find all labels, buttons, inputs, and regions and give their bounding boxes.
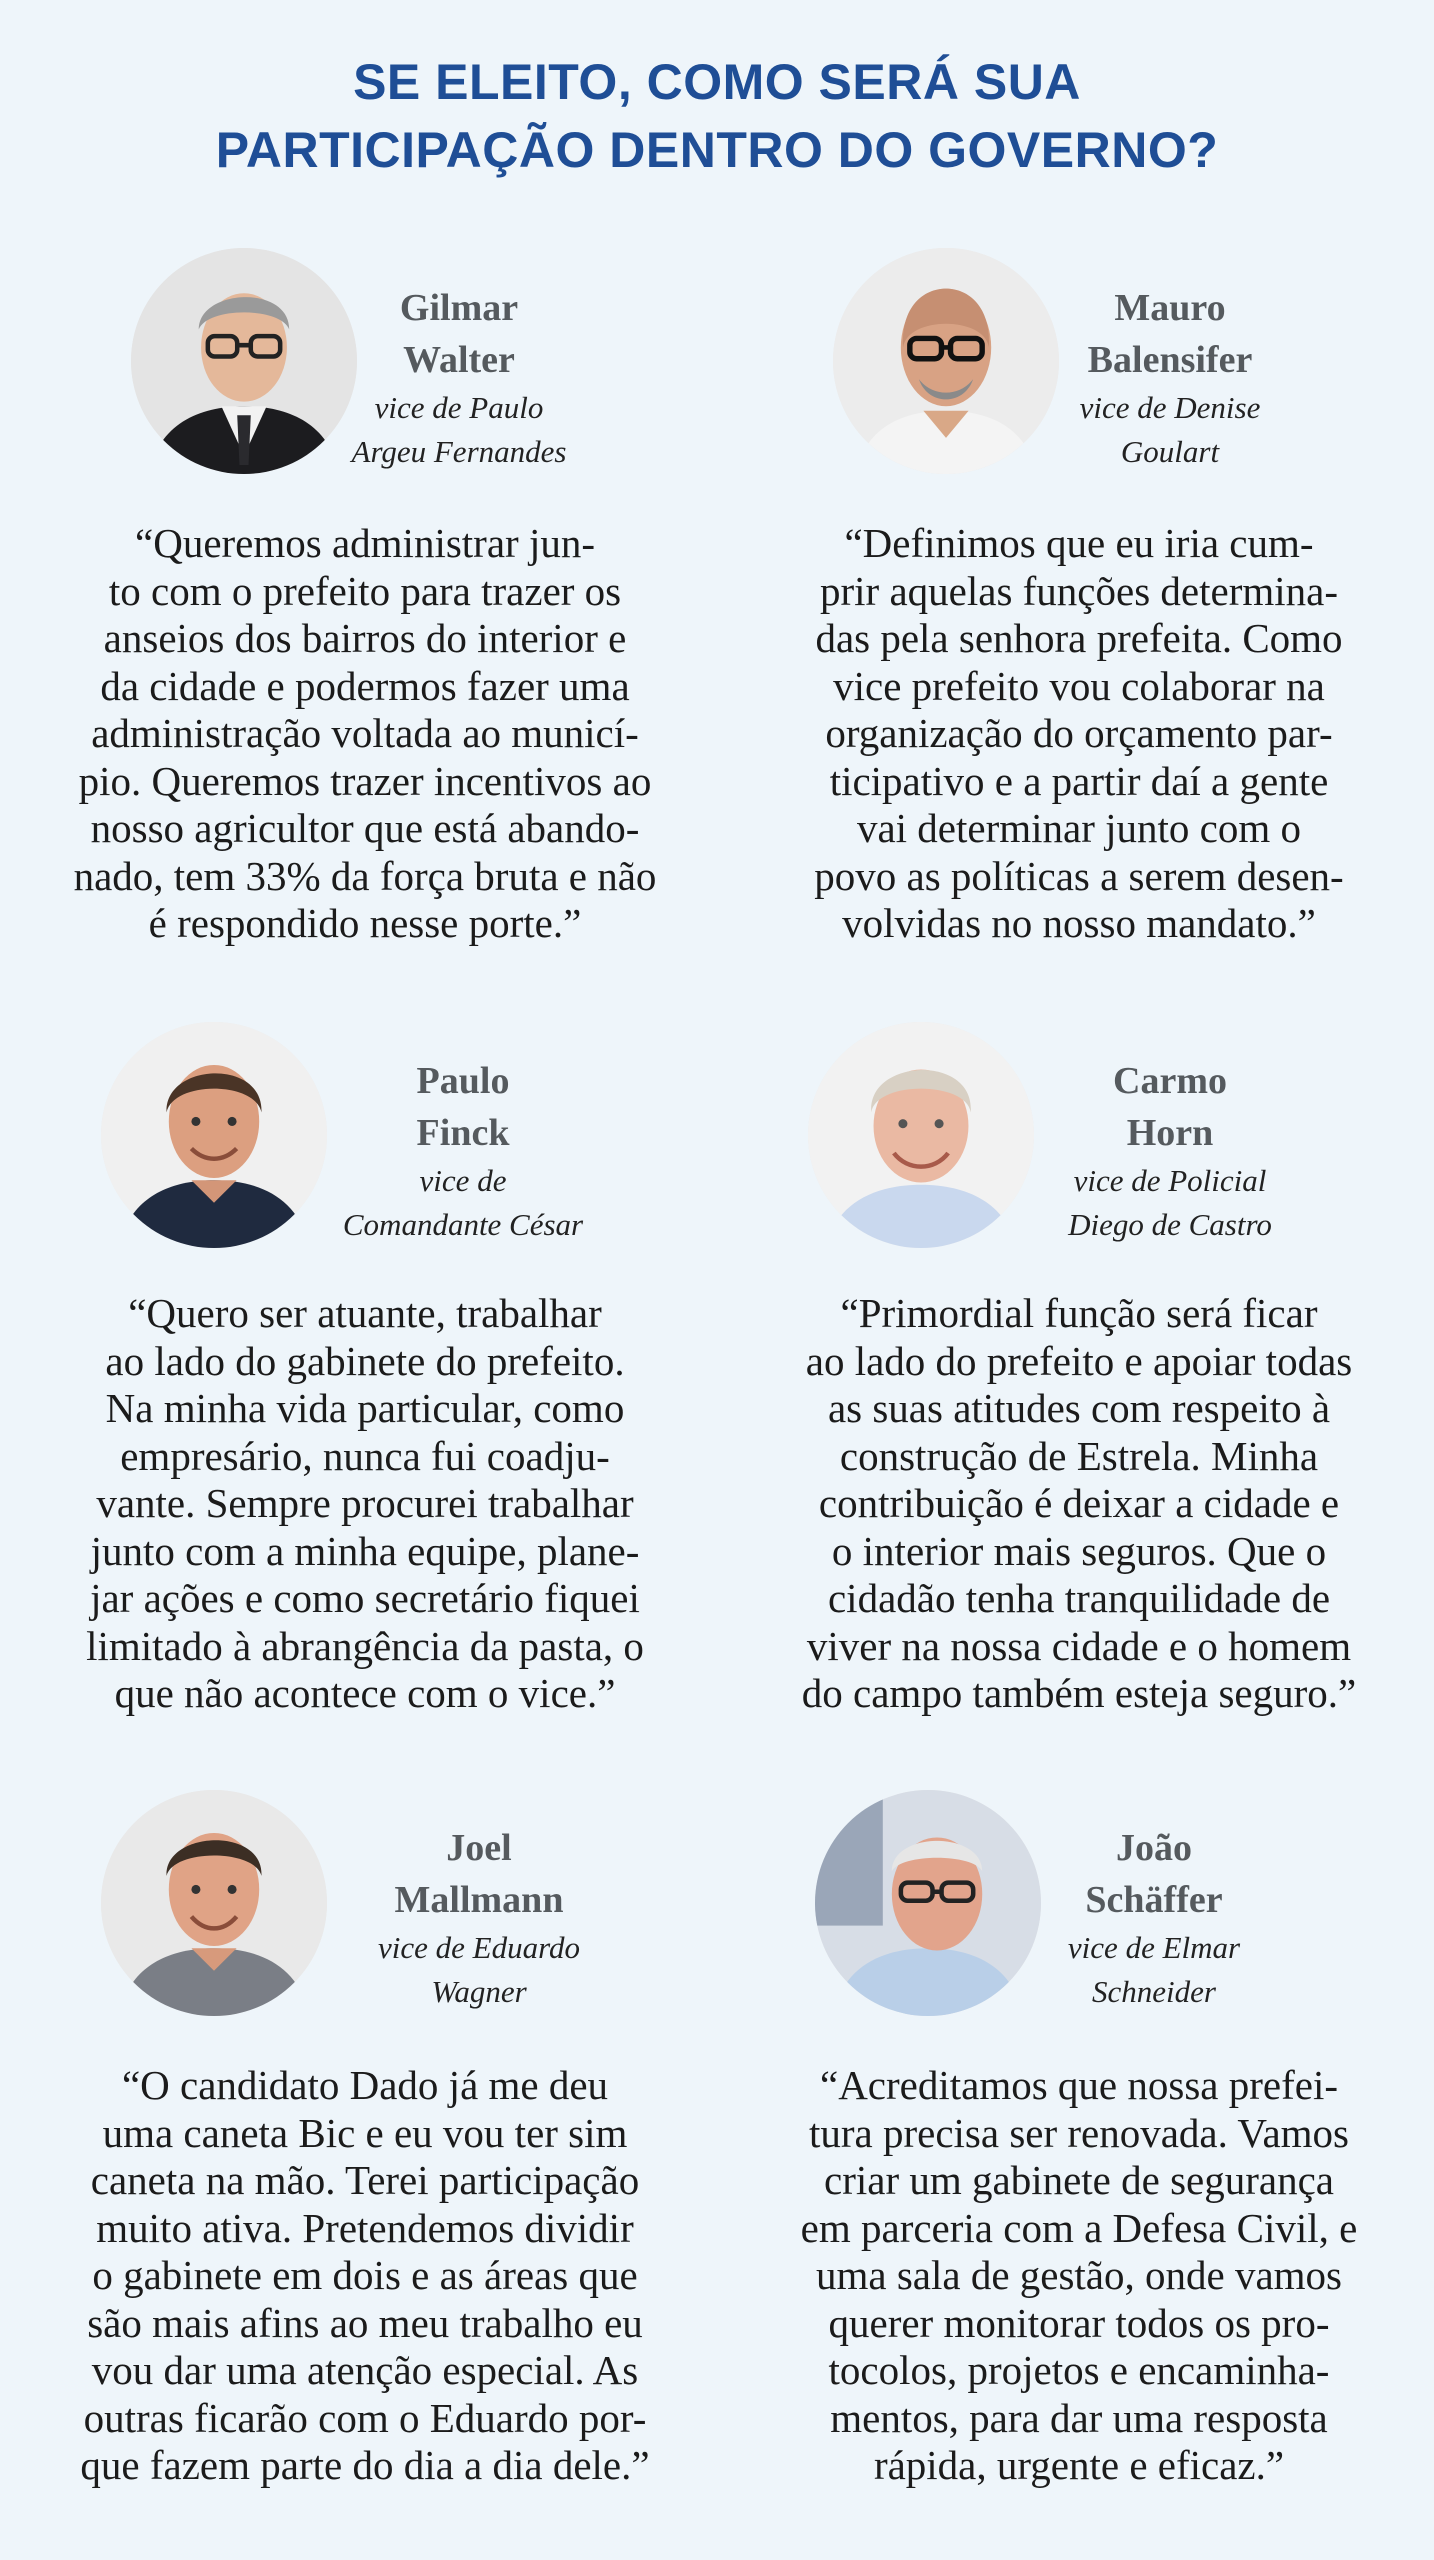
candidate-quote: [734, 520, 1424, 948]
quote-line: muito ativa. Pretendemos dividir: [96, 2204, 634, 2251]
quote-line: Na minha vida particular, como: [105, 1385, 625, 1431]
quote-line: do campo também esteja seguro.”: [801, 1670, 1357, 1716]
quote-line: construção de Estrela. Minha: [839, 1432, 1319, 1479]
quote-line: organização do orçamento par-: [825, 710, 1333, 756]
candidate-identity: [328, 1055, 598, 1247]
quote-line: caneta na mão. Terei participação: [90, 2157, 640, 2203]
candidate-role-line-2: Goulart: [1120, 434, 1220, 469]
quote-line: “Quero ser atuante, trabalhar: [128, 1290, 602, 1336]
candidate-quote: [20, 2062, 710, 2490]
quote-line: “Queremos administrar jun-: [135, 520, 595, 566]
quote-line: tocolos, projetos e encaminha-: [828, 2347, 1330, 2393]
candidate-role-line-2: Diego de Castro: [1068, 1207, 1272, 1242]
quote-line: que não acontece com o vice.”: [114, 1670, 616, 1716]
candidate-name-line-2: Finck: [416, 1112, 510, 1154]
quote-line: são mais afins ao meu trabalho eu: [87, 2299, 643, 2346]
avatar-mauro: [833, 248, 1059, 474]
candidate-quote: [734, 2062, 1424, 2490]
candidate-identity: [324, 282, 594, 474]
candidate-role-line-2: Argeu Fernandes: [351, 434, 567, 469]
quote-line: nado, tem 33% da força bruta e não: [73, 852, 657, 899]
quote-line: “Primordial função será ficar: [840, 1290, 1318, 1336]
quote-line: volvidas no nosso mandato.”: [842, 900, 1316, 946]
candidate-quote: [734, 1290, 1424, 1718]
candidate-role-line-1: vice de: [419, 1163, 507, 1198]
quote-line: das pela senhora prefeita. Como: [815, 615, 1343, 661]
candidate-quote: [20, 1290, 710, 1718]
quote-line: querer monitorar todos os pro-: [828, 2299, 1330, 2346]
quote-line: da cidade e podermos fazer uma: [100, 662, 630, 709]
quote-line: que fazem parte do dia a dia dele.”: [80, 2442, 650, 2488]
candidate-name-line-1: Joel: [446, 1827, 512, 1869]
candidate-identity: [1019, 1822, 1289, 2014]
candidate-name-line-2: Walter: [403, 339, 515, 381]
quote-line: “O candidato Dado já me deu: [121, 2062, 609, 2108]
quote-line: jar ações e como secretário fiquei: [90, 1575, 640, 1621]
candidate-role-line-2: Schneider: [1092, 1974, 1216, 2009]
quote-line: uma sala de gestão, onde vamos: [815, 2252, 1342, 2298]
candidate-name-line-1: João: [1116, 1827, 1192, 1869]
quote-line: vante. Sempre procurei trabalhar: [96, 1480, 634, 1526]
candidate-name-line-2: Balensifer: [1087, 339, 1253, 381]
quote-line: limitado à abrangência da pasta, o: [86, 1622, 644, 1669]
quote-line: uma caneta Bic e eu vou ter sim: [102, 2109, 628, 2156]
quote-line: “Definimos que eu iria cum-: [844, 520, 1314, 566]
headline-line-2: PARTICIPAÇÃO DENTRO DO GOVERNO?: [215, 122, 1219, 178]
quote-line: vou dar uma atenção especial. As: [91, 2347, 639, 2393]
candidate-name-line-1: Mauro: [1114, 287, 1226, 329]
quote-line: pio. Queremos trazer incentivos ao: [78, 757, 652, 804]
quote-line: povo as políticas a serem desen-: [814, 852, 1344, 899]
quote-line: ao lado do gabinete do prefeito.: [105, 1337, 625, 1384]
quote-line: junto com a minha equipe, plane-: [90, 1527, 640, 1574]
candidate-name-line-1: Carmo: [1113, 1060, 1227, 1102]
candidate-quote: [20, 520, 710, 948]
quote-line: viver na nossa cidade e o homem: [806, 1622, 1352, 1669]
quote-line: em parceria com a Defesa Civil, e: [800, 2204, 1358, 2251]
candidate-role-line-1: vice de Eduardo: [378, 1930, 580, 1965]
candidate-name-line-1: Gilmar: [399, 287, 519, 329]
quote-line: vai determinar junto com o: [856, 805, 1302, 851]
quote-line: outras ficarão com o Eduardo por-: [83, 2394, 647, 2441]
quote-line: anseios dos bairros do interior e: [103, 615, 627, 661]
quote-line: rápida, urgente e eficaz.”: [873, 2442, 1285, 2488]
quote-line: criar um gabinete de segurança: [824, 2157, 1334, 2203]
avatar-joao: [815, 1790, 1041, 2016]
candidate-role-line-1: vice de Paulo: [374, 390, 544, 425]
candidate-identity: [1035, 282, 1305, 474]
candidate-role-line-1: vice de Policial: [1073, 1163, 1267, 1198]
candidate-identity: [1035, 1055, 1305, 1247]
avatar-carmo: [808, 1022, 1034, 1248]
avatar-paulo: [101, 1022, 327, 1248]
candidate-role-line-1: vice de Elmar: [1067, 1930, 1241, 1965]
page-title: [0, 48, 1434, 184]
quote-line: empresário, nunca fui coadju-: [120, 1432, 610, 1479]
headline-line-1: SE ELEITO, COMO SERÁ SUA: [353, 54, 1081, 110]
candidate-role-line-2: Comandante César: [342, 1207, 584, 1242]
candidate-name-line-2: Mallmann: [394, 1879, 564, 1921]
avatar-joel: [101, 1790, 327, 2016]
quote-line: cidadão tenha tranquilidade de: [827, 1575, 1331, 1621]
quote-line: prir aquelas funções determina-: [820, 567, 1338, 614]
candidate-role-line-2: Wagner: [431, 1974, 527, 2009]
candidate-name-line-2: Schäffer: [1085, 1879, 1223, 1921]
quote-line: o interior mais seguros. Que o: [831, 1527, 1327, 1574]
quote-line: as suas atitudes com respeito à: [827, 1385, 1331, 1431]
candidate-role-line-1: vice de Denise: [1079, 390, 1261, 425]
candidate-name-line-1: Paulo: [416, 1060, 510, 1102]
quote-line: to com o prefeito para trazer os: [108, 567, 622, 614]
quote-line: ticipativo e a partir daí a gente: [829, 757, 1329, 804]
quote-line: ao lado do prefeito e apoiar todas: [805, 1337, 1353, 1384]
quote-line: mentos, para dar uma resposta: [830, 2394, 1328, 2441]
quote-line: “Acreditamos que nossa prefei-: [820, 2062, 1338, 2108]
quote-line: administração voltada ao municí-: [91, 710, 639, 756]
candidate-name-line-2: Horn: [1126, 1112, 1214, 1154]
quote-line: é respondido nesse porte.”: [148, 900, 582, 946]
candidate-identity: [344, 1822, 614, 2014]
quote-line: vice prefeito vou colaborar na: [833, 662, 1325, 709]
quote-line: o gabinete em dois e as áreas que: [92, 2252, 638, 2298]
quote-line: tura precisa ser renovada. Vamos: [808, 2109, 1349, 2156]
quote-line: contribuição é deixar a cidade e: [818, 1480, 1340, 1526]
quote-line: nosso agricultor que está abando-: [90, 805, 640, 851]
